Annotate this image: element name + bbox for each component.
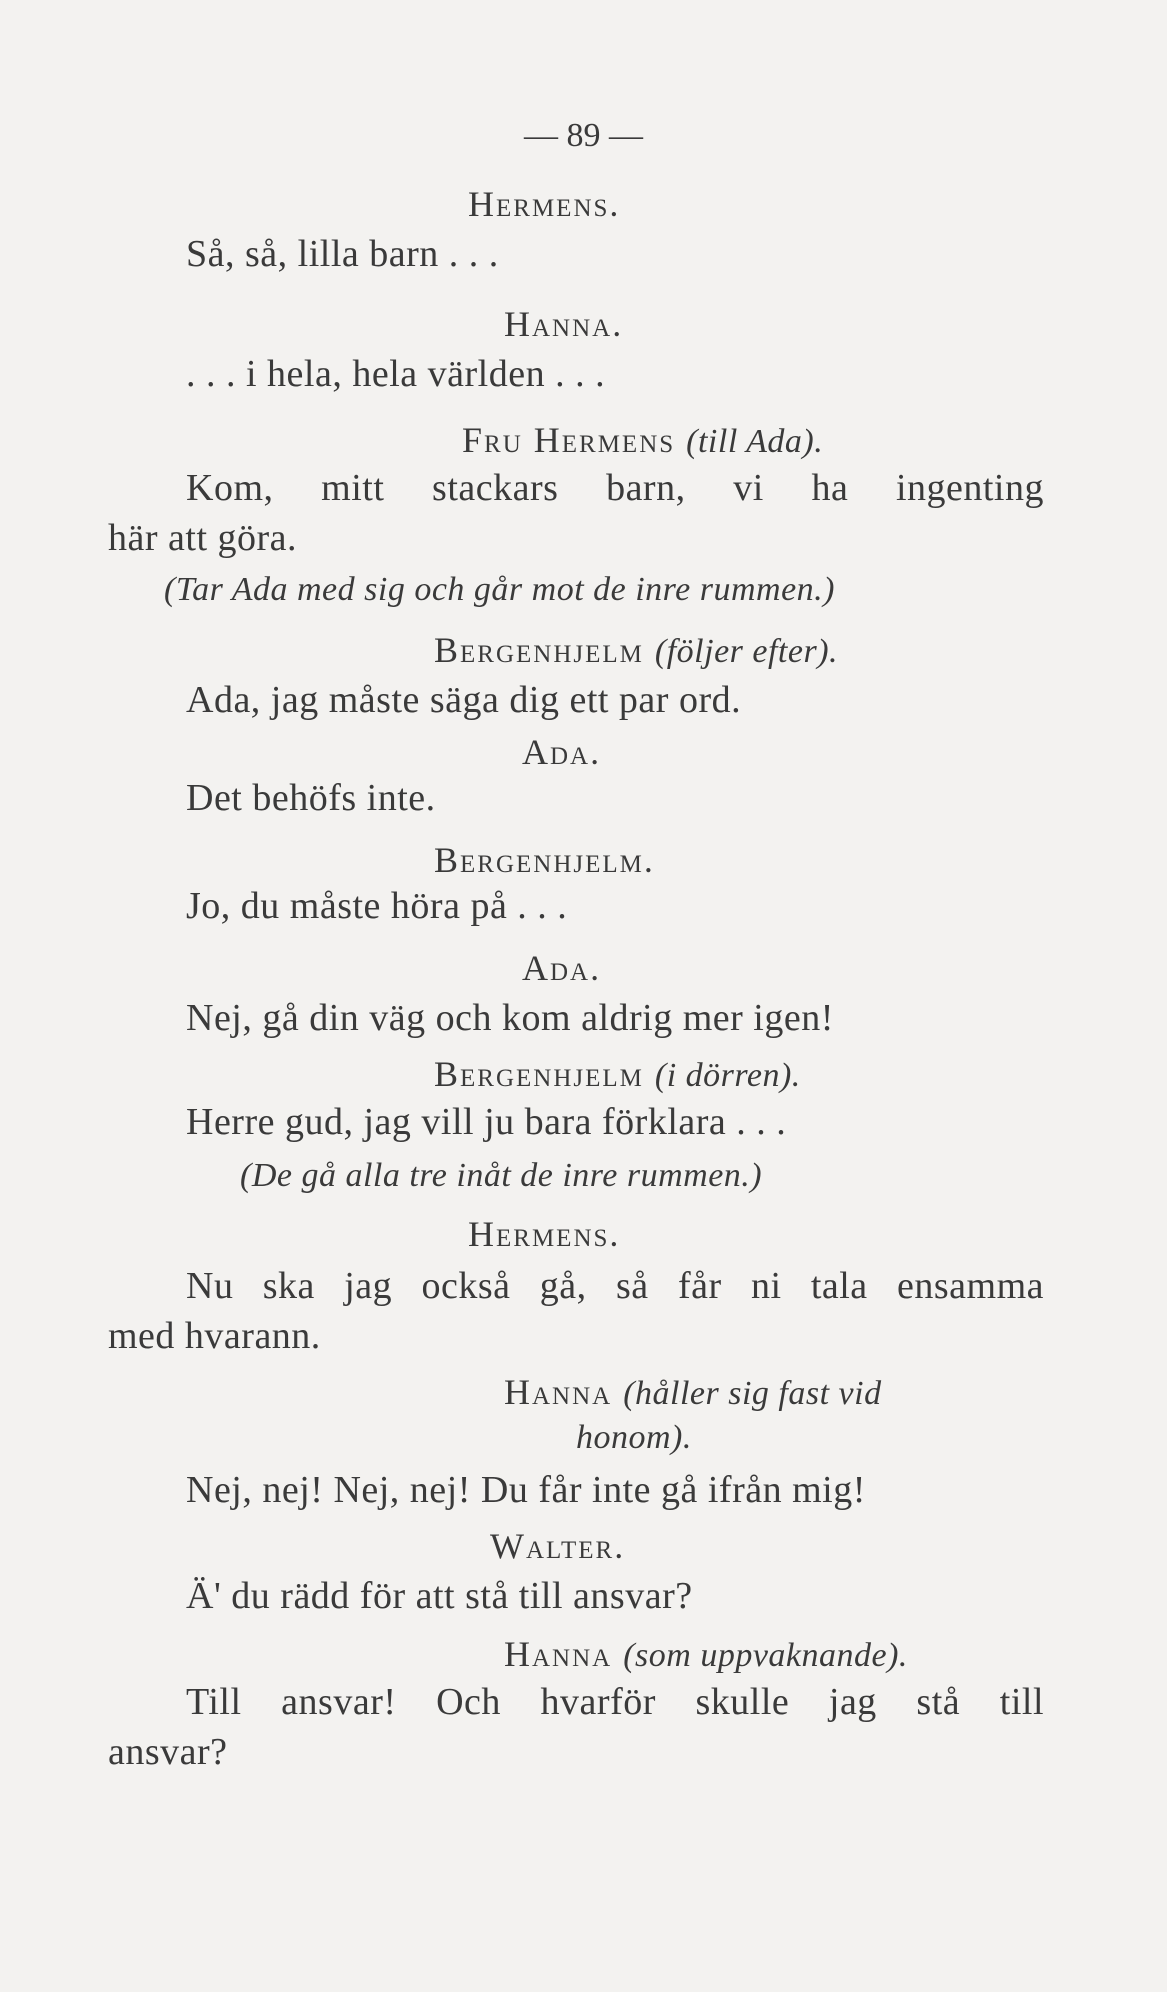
stage-direction: (håller sig fast vid [623, 1375, 882, 1412]
speaker-ada: Ada. [522, 732, 602, 772]
stage-direction-continuation: honom). [576, 1419, 692, 1456]
speaker-name: Bergenhjelm [434, 1054, 644, 1094]
dialogue-line: Kom, mitt stackars barn, vi ha ingenting [186, 467, 1044, 509]
speaker-ada: Ada. [522, 948, 602, 988]
speaker-fru-hermens [462, 416, 823, 466]
dialogue-line: . . . i hela, hela världen . . . [186, 353, 606, 395]
speaker-hanna [504, 1368, 882, 1418]
stage-direction-line: (De gå alla tre inåt de inre rummen.) [240, 1157, 763, 1194]
speaker-name: Fru Hermens [462, 420, 676, 460]
speaker-walter: Walter. [490, 1526, 626, 1566]
dialogue-line: Så, så, lilla barn . . . [186, 233, 499, 275]
speaker-bergenhjelm [434, 1050, 801, 1100]
speaker-hermens: Hermens. [468, 184, 621, 224]
dialogue-line: Ä' du rädd för att stå till ansvar? [186, 1575, 693, 1617]
dialogue-line: Till ansvar! Och hvarför skulle jag stå till [186, 1681, 1044, 1723]
dialogue-line: Nej, gå din väg och kom aldrig mer igen! [186, 997, 834, 1039]
stage-direction: (som uppvaknande). [623, 1637, 908, 1674]
stage-direction: (i dörren). [654, 1057, 801, 1094]
dialogue-line: ansvar? [108, 1731, 228, 1773]
dialogue-line: med hvarann. [108, 1315, 321, 1357]
stage-direction-line: (Tar Ada med sig och går mot de inre rummen.) [164, 571, 835, 608]
speaker-hermens: Hermens. [468, 1214, 621, 1254]
stage-direction: (till Ada). [686, 423, 824, 460]
speaker-bergenhjelm [434, 626, 838, 676]
dialogue-line: Ada, jag måste säga dig ett par ord. [186, 679, 742, 721]
page-number: — 89 — [524, 117, 643, 154]
speaker-name: Hanna [504, 1372, 613, 1412]
dialogue-line: här att göra. [108, 517, 298, 559]
dialogue-line: Nu ska jag också gå, så får ni tala ensamma [186, 1265, 1044, 1307]
dialogue-line: Jo, du måste höra på . . . [186, 885, 568, 927]
speaker-hanna: Hanna. [504, 304, 624, 344]
stage-direction: (följer efter). [654, 633, 839, 670]
speaker-name: Bergenhjelm [434, 630, 644, 670]
speaker-hanna [504, 1630, 908, 1680]
dialogue-line: Det behöfs inte. [186, 777, 436, 819]
speaker-bergenhjelm: Bergenhjelm. [434, 840, 655, 880]
dialogue-line: Herre gud, jag vill ju bara förklara . . . [186, 1101, 787, 1143]
speaker-name: Hanna [504, 1634, 613, 1674]
dialogue-line: Nej, nej! Nej, nej! Du får inte gå ifrån mig! [186, 1469, 866, 1511]
